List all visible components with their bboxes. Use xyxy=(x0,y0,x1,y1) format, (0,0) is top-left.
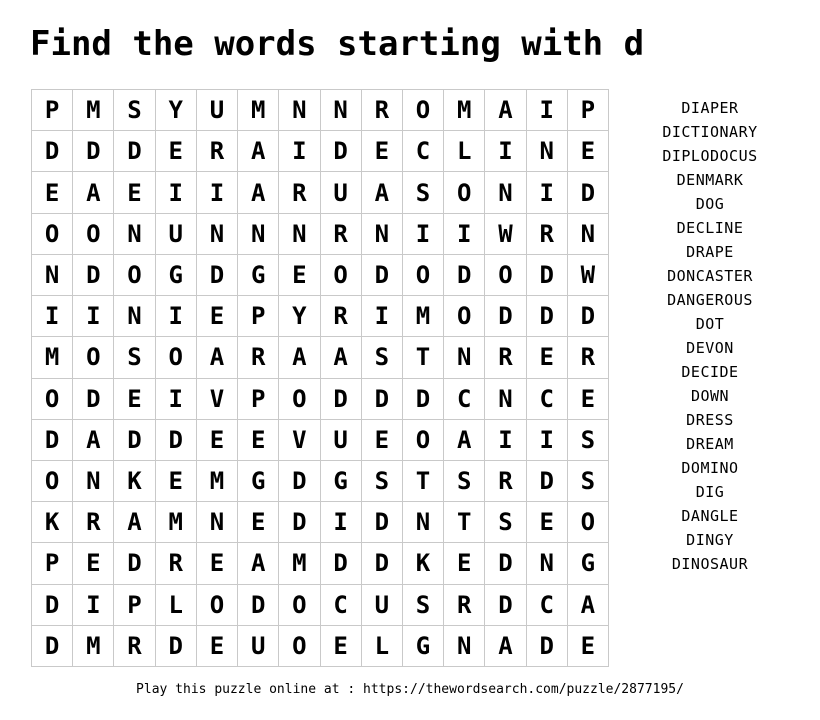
grid-cell: D xyxy=(568,172,609,213)
grid-cell: K xyxy=(403,543,444,584)
word-list-item: DANGEROUS xyxy=(667,291,753,309)
grid-cell: A xyxy=(568,585,609,626)
grid-cell: C xyxy=(527,379,568,420)
grid-cell: A xyxy=(279,337,320,378)
grid-cell: C xyxy=(527,585,568,626)
word-list-item: DIPLODOCUS xyxy=(662,147,758,165)
grid-cell: R xyxy=(321,214,362,255)
grid-cell: O xyxy=(73,214,114,255)
grid-cell: E xyxy=(156,131,197,172)
grid-cell: R xyxy=(485,461,526,502)
grid-cell: R xyxy=(568,337,609,378)
grid-cell: N xyxy=(114,214,155,255)
word-list-item: DANGLE xyxy=(681,507,739,525)
grid-cell: E xyxy=(568,626,609,667)
grid-cell: M xyxy=(238,90,279,131)
grid-cell: O xyxy=(32,214,73,255)
grid-cell: D xyxy=(156,626,197,667)
grid-cell: P xyxy=(238,379,279,420)
grid-cell: W xyxy=(485,214,526,255)
word-list-item: DICTIONARY xyxy=(662,123,758,141)
grid-cell: D xyxy=(114,543,155,584)
grid-cell: I xyxy=(73,296,114,337)
grid-cell: R xyxy=(362,90,403,131)
grid-cell: I xyxy=(485,420,526,461)
grid-cell: S xyxy=(114,337,155,378)
grid-cell: O xyxy=(403,420,444,461)
word-list-item: DONCASTER xyxy=(667,267,753,285)
grid-cell: A xyxy=(238,172,279,213)
grid-cell: L xyxy=(362,626,403,667)
grid-cell: D xyxy=(362,255,403,296)
grid-cell: R xyxy=(197,131,238,172)
grid-cell: M xyxy=(279,543,320,584)
grid-cell: K xyxy=(114,461,155,502)
grid-cell: S xyxy=(114,90,155,131)
grid-cell: E xyxy=(444,543,485,584)
grid-cell: R xyxy=(73,502,114,543)
grid-cell: L xyxy=(156,585,197,626)
grid-cell: U xyxy=(362,585,403,626)
word-list-item: DEVON xyxy=(686,339,734,357)
footer-note xyxy=(0,681,820,699)
grid-cell: O xyxy=(444,172,485,213)
grid-cell: A xyxy=(73,172,114,213)
word-list-item: DIG xyxy=(695,483,725,501)
grid-cell: O xyxy=(73,337,114,378)
grid-cell: N xyxy=(197,502,238,543)
grid-cell: E xyxy=(114,172,155,213)
grid-cell: R xyxy=(321,296,362,337)
grid-cell: D xyxy=(403,379,444,420)
grid-cell: Y xyxy=(156,90,197,131)
grid-cell: S xyxy=(362,461,403,502)
grid-cell: D xyxy=(321,379,362,420)
grid-cell: I xyxy=(485,131,526,172)
grid-cell: D xyxy=(114,420,155,461)
grid-cell: S xyxy=(362,337,403,378)
grid-cell: C xyxy=(321,585,362,626)
word-list-item: DOMINO xyxy=(681,459,739,477)
grid-cell: O xyxy=(568,502,609,543)
grid-cell: R xyxy=(114,626,155,667)
grid-cell: M xyxy=(197,461,238,502)
grid-cell: M xyxy=(156,502,197,543)
grid-cell: D xyxy=(238,585,279,626)
grid-cell: D xyxy=(444,255,485,296)
grid-cell: D xyxy=(362,502,403,543)
grid-cell: D xyxy=(321,131,362,172)
grid-cell: G xyxy=(238,255,279,296)
grid-cell: Y xyxy=(279,296,320,337)
grid-cell: S xyxy=(568,461,609,502)
word-list-item: DIAPER xyxy=(681,99,739,117)
grid-cell: G xyxy=(156,255,197,296)
grid-cell: E xyxy=(197,543,238,584)
grid-cell: A xyxy=(238,131,279,172)
grid-cell: E xyxy=(568,379,609,420)
grid-cell: G xyxy=(568,543,609,584)
grid-cell: N xyxy=(32,255,73,296)
grid-cell: I xyxy=(321,502,362,543)
grid-cell: E xyxy=(527,502,568,543)
grid-cell: D xyxy=(362,543,403,584)
grid-cell: D xyxy=(321,543,362,584)
grid-cell: E xyxy=(73,543,114,584)
grid-cell: L xyxy=(444,131,485,172)
grid-cell: A xyxy=(485,626,526,667)
grid-cell: N xyxy=(485,379,526,420)
grid-cell: O xyxy=(403,90,444,131)
word-list-item: DENMARK xyxy=(676,171,744,189)
grid-cell: O xyxy=(114,255,155,296)
word-list-item: DINOSAUR xyxy=(671,555,749,573)
grid-cell: P xyxy=(32,90,73,131)
grid-cell: N xyxy=(527,131,568,172)
grid-cell: N xyxy=(403,502,444,543)
word-list-item: DRESS xyxy=(686,411,734,429)
grid-cell: E xyxy=(156,461,197,502)
grid-cell: N xyxy=(114,296,155,337)
grid-cell: E xyxy=(568,131,609,172)
grid-cell: P xyxy=(568,90,609,131)
grid-cell: U xyxy=(321,172,362,213)
grid-cell: P xyxy=(238,296,279,337)
grid-cell: E xyxy=(238,502,279,543)
grid-cell: R xyxy=(485,337,526,378)
word-list-item: DECLINE xyxy=(676,219,744,237)
grid-cell: I xyxy=(527,172,568,213)
grid-cell: E xyxy=(321,626,362,667)
grid-cell: E xyxy=(362,131,403,172)
grid-cell: M xyxy=(444,90,485,131)
grid-cell: O xyxy=(279,626,320,667)
grid-cell: O xyxy=(32,461,73,502)
grid-cell: D xyxy=(527,296,568,337)
grid-cell: D xyxy=(73,379,114,420)
grid-cell: C xyxy=(444,379,485,420)
grid-cell: P xyxy=(32,543,73,584)
grid-cell: S xyxy=(568,420,609,461)
grid-cell: P xyxy=(114,585,155,626)
grid-cell: R xyxy=(279,172,320,213)
grid-cell: D xyxy=(527,255,568,296)
grid-cell: E xyxy=(197,626,238,667)
grid-cell: U xyxy=(238,626,279,667)
grid-cell: D xyxy=(32,585,73,626)
grid-cell: A xyxy=(321,337,362,378)
grid-cell: I xyxy=(527,90,568,131)
grid-cell: T xyxy=(403,337,444,378)
grid-cell: R xyxy=(156,543,197,584)
grid-cell: O xyxy=(279,585,320,626)
word-list xyxy=(610,96,810,576)
grid-cell: G xyxy=(321,461,362,502)
grid-cell: N xyxy=(485,172,526,213)
grid-cell: D xyxy=(527,626,568,667)
grid-cell: U xyxy=(197,90,238,131)
word-list-item: DECIDE xyxy=(681,363,739,381)
word-list-item: DREAM xyxy=(686,435,734,453)
grid-cell: I xyxy=(362,296,403,337)
grid-cell: O xyxy=(279,379,320,420)
grid-cell: D xyxy=(114,131,155,172)
word-list-item: DRAPE xyxy=(686,243,734,261)
footer-label: Play this puzzle online at : xyxy=(136,682,356,697)
grid-cell: N xyxy=(279,214,320,255)
word-list-item: DOT xyxy=(695,315,725,333)
grid-cell: I xyxy=(156,296,197,337)
grid-cell: A xyxy=(73,420,114,461)
grid-cell: E xyxy=(32,172,73,213)
grid-cell: D xyxy=(568,296,609,337)
grid-cell: E xyxy=(527,337,568,378)
grid-cell: D xyxy=(73,255,114,296)
grid-cell: V xyxy=(197,379,238,420)
grid-cell: A xyxy=(444,420,485,461)
word-list-item: DOWN xyxy=(690,387,730,405)
grid-cell: A xyxy=(197,337,238,378)
grid-cell: D xyxy=(485,585,526,626)
grid-cell: N xyxy=(444,337,485,378)
grid-cell: I xyxy=(279,131,320,172)
grid-cell: R xyxy=(238,337,279,378)
grid-cell: D xyxy=(485,543,526,584)
word-list-item: DINGY xyxy=(686,531,734,549)
grid-cell: I xyxy=(73,585,114,626)
grid-cell: D xyxy=(279,502,320,543)
grid-cell: S xyxy=(403,585,444,626)
grid-cell: N xyxy=(362,214,403,255)
grid-cell: N xyxy=(197,214,238,255)
grid-cell: T xyxy=(403,461,444,502)
grid-cell: U xyxy=(321,420,362,461)
grid-cell: O xyxy=(156,337,197,378)
grid-cell: N xyxy=(73,461,114,502)
grid-cell: T xyxy=(444,502,485,543)
grid-cell: O xyxy=(485,255,526,296)
grid-cell: N xyxy=(279,90,320,131)
grid-cell: M xyxy=(73,90,114,131)
grid-cell: R xyxy=(527,214,568,255)
grid-cell: K xyxy=(32,502,73,543)
grid-cell: A xyxy=(362,172,403,213)
grid-cell: S xyxy=(485,502,526,543)
grid-cell: E xyxy=(279,255,320,296)
grid-cell: I xyxy=(197,172,238,213)
grid-cell: I xyxy=(403,214,444,255)
grid-cell: R xyxy=(444,585,485,626)
grid-cell: D xyxy=(362,379,403,420)
footer-url: https://thewordsearch.com/puzzle/2877195/ xyxy=(363,682,684,697)
grid-cell: D xyxy=(279,461,320,502)
grid-cell: D xyxy=(527,461,568,502)
grid-cell: V xyxy=(279,420,320,461)
grid-cell: D xyxy=(32,131,73,172)
grid-cell: S xyxy=(444,461,485,502)
grid-cell: O xyxy=(197,585,238,626)
grid-cell: O xyxy=(321,255,362,296)
grid-cell: C xyxy=(403,131,444,172)
grid-cell: O xyxy=(444,296,485,337)
grid-cell: O xyxy=(32,379,73,420)
grid-cell: D xyxy=(485,296,526,337)
grid-cell: A xyxy=(238,543,279,584)
grid-cell: D xyxy=(32,626,73,667)
grid-cell: S xyxy=(403,172,444,213)
grid-cell: D xyxy=(197,255,238,296)
grid-cell: E xyxy=(114,379,155,420)
grid-cell: U xyxy=(156,214,197,255)
grid-cell: N xyxy=(568,214,609,255)
grid-cell: I xyxy=(32,296,73,337)
grid-cell: O xyxy=(403,255,444,296)
page-title: Find the words starting with d xyxy=(30,24,645,64)
grid-cell: I xyxy=(527,420,568,461)
grid-cell: I xyxy=(444,214,485,255)
word-list-item: DOG xyxy=(695,195,725,213)
grid-cell: E xyxy=(197,420,238,461)
grid-cell: M xyxy=(403,296,444,337)
grid-cell: G xyxy=(238,461,279,502)
grid-cell: I xyxy=(156,172,197,213)
grid-cell: A xyxy=(114,502,155,543)
grid-cell: M xyxy=(73,626,114,667)
grid-cell: A xyxy=(485,90,526,131)
grid-cell: M xyxy=(32,337,73,378)
grid-cell: N xyxy=(527,543,568,584)
grid-cell: E xyxy=(362,420,403,461)
grid-cell: E xyxy=(197,296,238,337)
grid-cell: D xyxy=(32,420,73,461)
word-grid xyxy=(31,89,609,667)
grid-cell: N xyxy=(321,90,362,131)
grid-cell: N xyxy=(444,626,485,667)
grid-cell: E xyxy=(238,420,279,461)
grid-cell: N xyxy=(238,214,279,255)
grid-cell: D xyxy=(73,131,114,172)
grid-cell: D xyxy=(156,420,197,461)
grid-cell: G xyxy=(403,626,444,667)
grid-cell: W xyxy=(568,255,609,296)
grid-cell: I xyxy=(156,379,197,420)
